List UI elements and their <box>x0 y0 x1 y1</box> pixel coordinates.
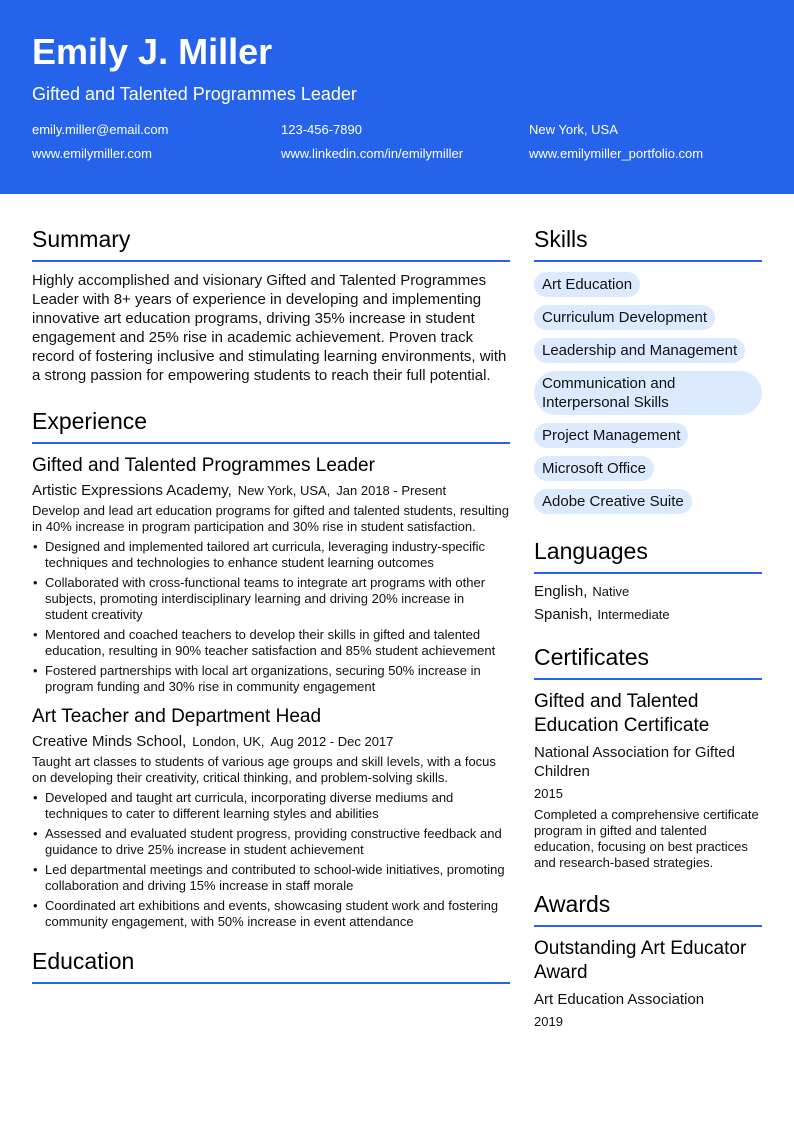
certificate-year: 2015 <box>534 786 563 801</box>
awards-heading: Awards <box>534 887 762 927</box>
experience-heading: Experience <box>32 404 510 444</box>
skill-chip: Microsoft Office <box>534 456 654 481</box>
language-item <box>534 603 762 626</box>
contact-website[interactable]: www.emilymiller.com <box>32 146 152 161</box>
job-bullet: • Developed and taught art curricula, incorporating diverse mediums and techniques to cater to different learning styles and abilities <box>32 790 510 822</box>
resume-header <box>0 0 794 194</box>
skills-list <box>534 272 762 522</box>
main-column <box>32 222 510 984</box>
job-bullet: • Coordinated art exhibitions and events, showcasing student work and fostering community engagement, with 50% increase in event attendance <box>32 898 510 930</box>
summary-heading: Summary <box>32 222 510 262</box>
award-year: 2019 <box>534 1014 563 1029</box>
job-bullet: • Collaborated with cross-functional teams to integrate art programs with other subjects, promoting interdisciplinary learning and driving 20% increase in student creativity <box>32 575 510 623</box>
job-company: Creative Minds School, <box>32 733 187 750</box>
candidate-name: Emily J. Miller <box>32 31 273 72</box>
job-bullet: • Assessed and evaluated student progress, providing constructive feedback and guidance to drive 25% increase in student achievement <box>32 826 510 858</box>
education-heading: Education <box>32 944 510 984</box>
certificate-entry <box>534 690 762 871</box>
contact-email[interactable]: emily.miller@email.com <box>32 122 169 137</box>
job-meta <box>32 481 510 501</box>
skill-chip: Project Management <box>534 423 688 448</box>
language-item <box>534 580 762 603</box>
skill-chip: Art Education <box>534 272 640 297</box>
job-title: Gifted and Talented Programmes Leader <box>32 455 375 476</box>
skill-chip: Adobe Creative Suite <box>534 489 692 514</box>
languages-list <box>534 580 762 626</box>
certificate-title: Gifted and Talented Education Certificate <box>534 691 710 736</box>
job-dates: Aug 2012 - Dec 2017 <box>270 734 394 749</box>
award-title: Outstanding Art Educator Award <box>534 938 747 983</box>
skill-chip: Curriculum Development <box>534 305 715 330</box>
job-description: Taught art classes to students of various age groups and skill levels, with a focus on developing their creativity, critical thinking, and problem-solving skills. <box>32 754 496 785</box>
job-bullet: • Designed and implemented tailored art curricula, leveraging industry-specific techniques and technologies to enhance student learning outcomes <box>32 539 510 571</box>
certificates-heading: Certificates <box>534 640 762 680</box>
job-dates: Jan 2018 - Present <box>336 483 447 498</box>
certificate-description: Completed a comprehensive certificate program in gifted and talented education, focusing on best practices and research-based strategies. <box>534 807 759 870</box>
candidate-role: Gifted and Talented Programmes Leader <box>32 84 357 104</box>
language-name: Spanish, <box>534 606 593 623</box>
language-level: Intermediate <box>597 607 670 622</box>
languages-heading: Languages <box>534 534 762 574</box>
skill-chip: Communication and Interpersonal Skills <box>534 371 762 415</box>
award-entry <box>534 937 762 1030</box>
job-entry <box>32 705 510 930</box>
skill-chip: Leadership and Management <box>534 338 745 363</box>
job-entry <box>32 454 510 695</box>
certificate-org: National Association for Gifted Children <box>534 744 735 780</box>
job-bullet: • Led departmental meetings and contributed to school-wide initiatives, promoting collaboration and driving 15% increase in staff morale <box>32 862 510 894</box>
award-org: Art Education Association <box>534 991 705 1008</box>
side-column <box>534 222 762 1030</box>
skills-heading: Skills <box>534 222 762 262</box>
job-bullet: • Fostered partnerships with local art organizations, securing 50% increase in program funding and 30% rise in community engagement <box>32 663 510 695</box>
job-location: London, UK, <box>192 734 265 749</box>
language-name: English, <box>534 583 588 600</box>
contact-linkedin[interactable]: www.linkedin.com/in/emilymiller <box>281 146 464 161</box>
contact-location: New York, USA <box>529 122 618 137</box>
job-location: New York, USA, <box>237 483 331 498</box>
job-company: Artistic Expressions Academy, <box>32 482 232 499</box>
job-bullet: • Mentored and coached teachers to develop their skills in gifted and talented education, resulting in 90% teacher satisfaction and 85% student achievement <box>32 627 510 659</box>
job-title: Art Teacher and Department Head <box>32 706 322 727</box>
summary-text: Highly accomplished and visionary Gifted and Talented Programmes Leader with 8+ years of experience in developing and implementing innovative art education programs, driving 35% increase in student engagement and 25% rise in academic achievement. Proven track record of fostering inclusive and stimulating learning environments, with a strong passion for empowering students to reach their full potential. <box>32 272 507 384</box>
contact-phone[interactable]: 123-456-7890 <box>281 122 362 137</box>
job-meta <box>32 732 510 752</box>
job-bullets <box>32 539 510 695</box>
contact-portfolio[interactable]: www.emilymiller_portfolio.com <box>529 146 704 161</box>
job-bullets <box>32 790 510 930</box>
job-description: Develop and lead art education programs for gifted and talented students, resulting in 40% increase in program participation and 30% rise in student satisfaction. <box>32 503 509 534</box>
language-level: Native <box>592 584 630 599</box>
